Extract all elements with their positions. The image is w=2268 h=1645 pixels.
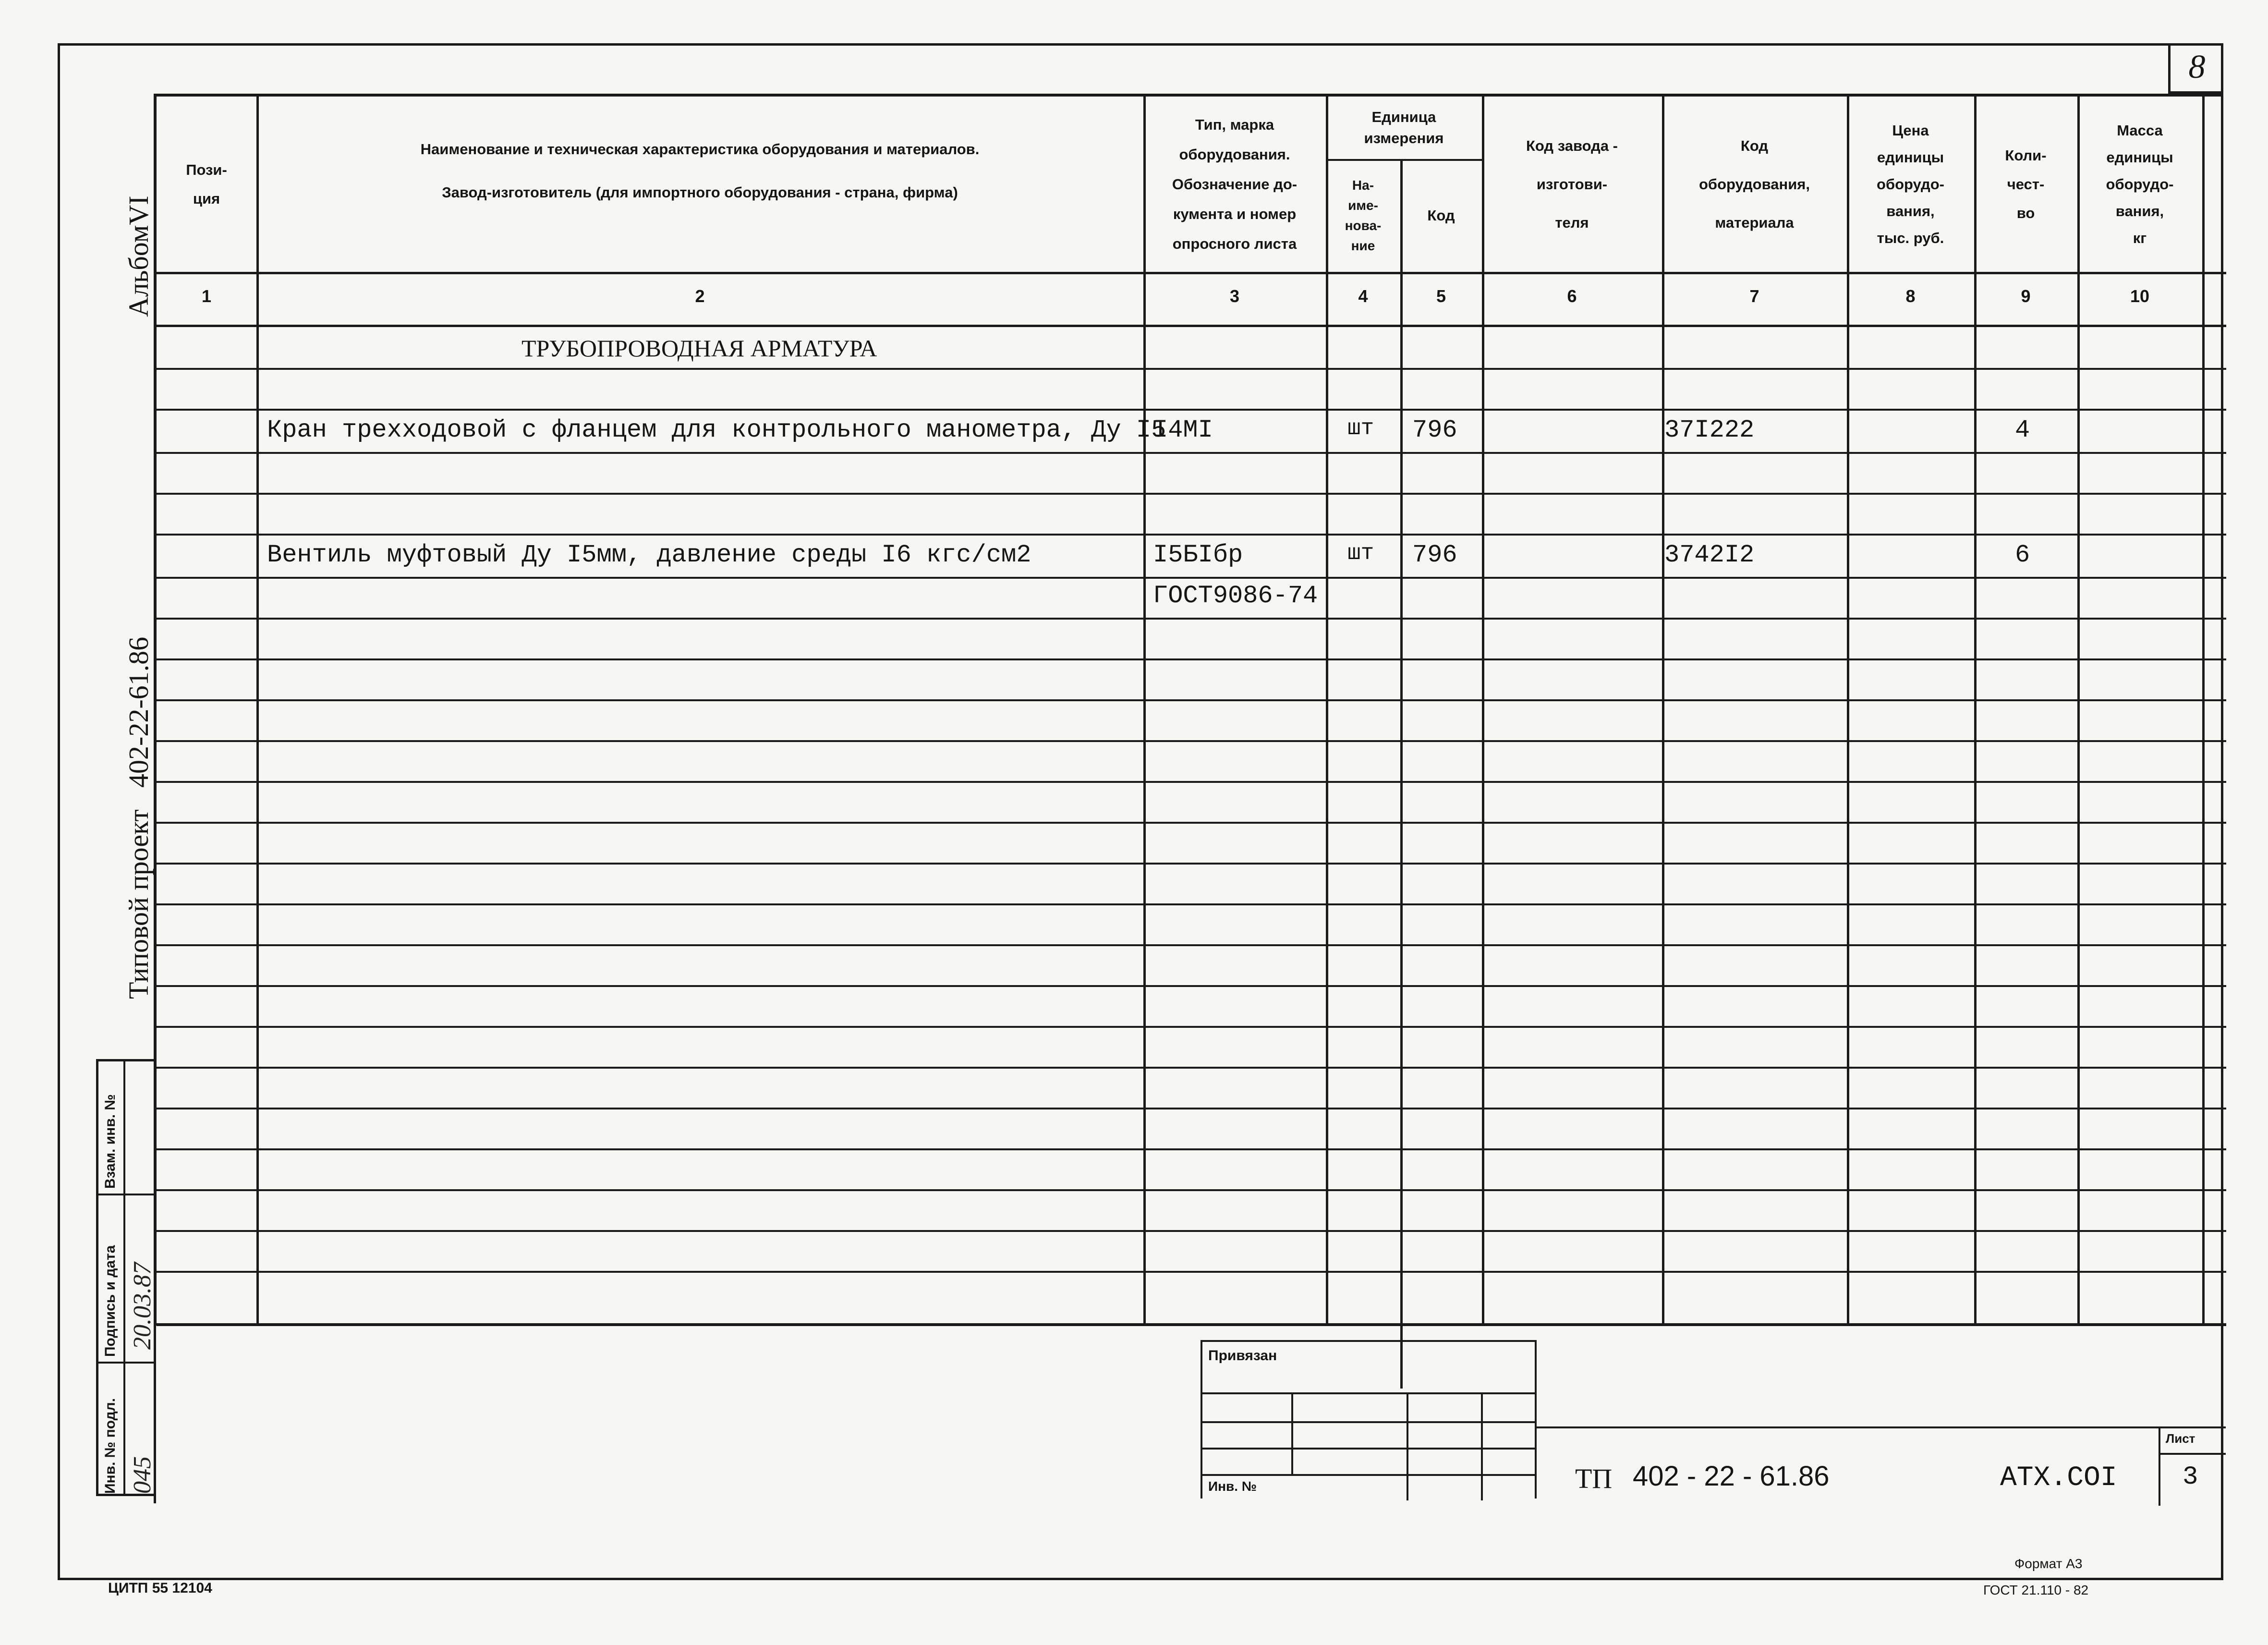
row-1-qty: 4 — [2015, 416, 2030, 444]
row-2-type: I5БIбр — [1153, 541, 1243, 569]
section-title: ТРУБОПРОВОДНАЯ АРМАТУРА — [522, 335, 877, 362]
inv-orig-label: Инв. № подл. — [102, 1398, 118, 1494]
col-name-header-line1: Наименование и техническая характеристика оборудования и материалов. — [420, 141, 980, 158]
row-1-type: I4МI — [1153, 416, 1213, 444]
col-number-5: 5 — [1436, 286, 1446, 306]
equipment-spec-table — [154, 94, 2223, 1323]
project-code: 402-22-61.86 — [123, 636, 154, 788]
doc-mark: АТХ.СОI — [2000, 1462, 2117, 1494]
col-number-10: 10 — [2130, 286, 2150, 306]
col-number-2: 2 — [695, 286, 705, 306]
sheet-number-box — [2168, 43, 2223, 94]
doc-code-prefix: ТП — [1575, 1463, 1613, 1494]
row-2-name: Вентиль муфтовый Ду I5мм, давление среды I6 кгс/см2 — [267, 541, 1031, 569]
title-block — [154, 1323, 2223, 1503]
project-label: Типовой проект — [123, 809, 154, 999]
col-type-header: Тип, марка оборудования. Обозначение до- кумента и номер опросного листа — [1172, 116, 1298, 252]
col-price-header: Цена единицы оборудо- вания, тыс. руб. — [1877, 122, 1944, 246]
inv-label: Инв. № — [1208, 1479, 1257, 1494]
row-2-equip-code: 3742I2 — [1664, 541, 1755, 569]
sign-date-label: Подпись и дата — [102, 1245, 118, 1357]
col-equip-code-header: Код оборудования, материала — [1698, 137, 1810, 231]
row-2-type-gost: ГОСТ9086-74 — [1153, 582, 1318, 610]
doc-code: 402 - 22 - 61.86 — [1633, 1461, 1830, 1492]
col-name-header-line2: Завод-изготовитель (для импортного оборудования - страна, фирма) — [442, 184, 958, 201]
gost-label: ГОСТ 21.110 - 82 — [1983, 1583, 2089, 1597]
footer-left-code: ЦИТП 55 12104 — [108, 1580, 212, 1596]
row-2-qty: 6 — [2015, 541, 2030, 569]
row-1-unit-code: 796 — [1412, 416, 1457, 444]
row-1-name: Кран трехходовой с фланцем для контрольного манометра, Ду I5 — [267, 416, 1166, 444]
bound-box — [1201, 1340, 1537, 1499]
unit-group-header: Единица измерения — [1364, 109, 1444, 146]
approval-stamp-strip — [96, 1059, 154, 1496]
col-qty-header: Коли- чест- во — [2005, 146, 2047, 221]
bound-label: Привязан — [1208, 1348, 1277, 1364]
sheet-value: 3 — [2183, 1462, 2198, 1492]
col-number-9: 9 — [2021, 286, 2031, 306]
col-unit-code-header: Код — [1427, 207, 1455, 224]
col-number-8: 8 — [1905, 286, 1916, 306]
row-2-unit: шт — [1347, 541, 1374, 566]
col-number-1: 1 — [201, 286, 212, 306]
col-number-3: 3 — [1229, 286, 1240, 306]
col-number-7: 7 — [1749, 286, 1759, 306]
col-mass-header: Масса единицы оборудо- вания, кг — [2106, 122, 2174, 246]
sheet-label: Лист — [2166, 1431, 2195, 1446]
col-factory-code-header: Код завода - изготови- теля — [1526, 137, 1618, 231]
row-2-unit-code: 796 — [1412, 541, 1457, 569]
col-number-6: 6 — [1567, 286, 1577, 306]
sign-date-value: 20.03.87 — [129, 1262, 156, 1350]
inv-orig-value: 045 — [129, 1456, 156, 1494]
col-position-header: Пози- ция — [186, 161, 227, 207]
replace-inv-label: Взам. инв. № — [102, 1094, 118, 1189]
row-1-equip-code: 37I222 — [1664, 416, 1755, 444]
col-unit-name-header: На- име- нова- ние — [1345, 177, 1382, 253]
album-label: АльбомVI — [123, 195, 154, 317]
format-label: Формат А3 — [2014, 1556, 2083, 1571]
row-1-unit: шт — [1347, 416, 1374, 441]
sheet-number-handwritten: 8 — [2188, 49, 2206, 85]
col-number-4: 4 — [1358, 286, 1368, 306]
